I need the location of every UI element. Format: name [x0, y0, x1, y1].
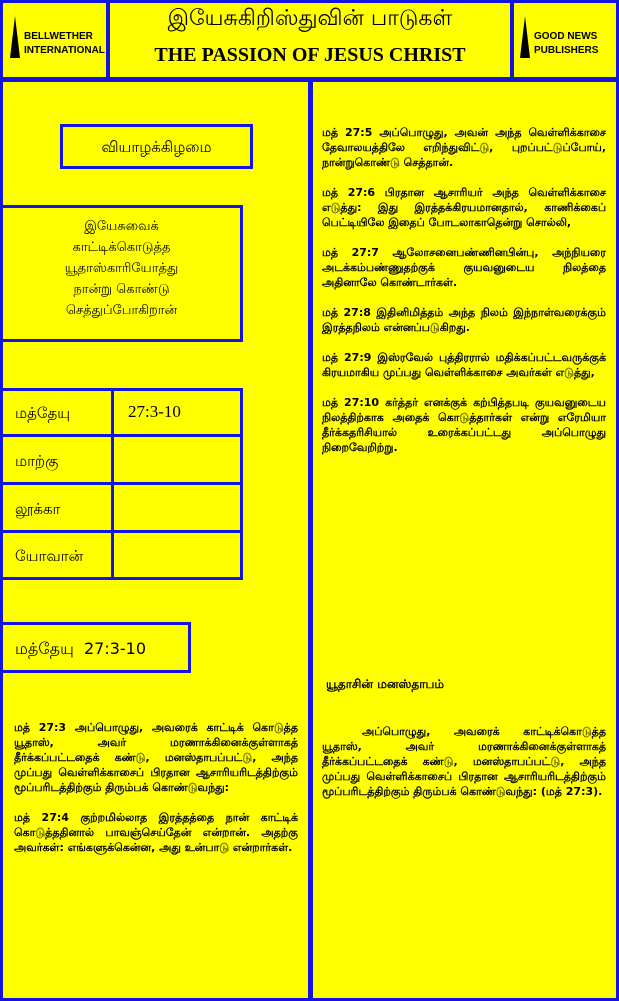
good-news-logo — [518, 14, 614, 64]
gospel-ref-cell — [111, 482, 243, 533]
gospel-book: யோவான் — [15, 547, 84, 565]
verse: மத் 27:5 அப்பொழுது, அவன் அந்த வெள்ளிக்காசை தேவாலயத்திலே எறிந்துவிட்டு, புறப்பட்டுப்போய், நான்றுகொண்டு செத்தான். — [322, 126, 606, 169]
topic-line: நான்று கொண்டு — [73, 282, 170, 297]
gospel-ref-cell — [111, 530, 243, 580]
title-english: THE PASSION OF JESUS CHRIST — [154, 44, 466, 66]
topic-line: காட்டிக்கொடுத்த — [72, 240, 171, 255]
gospel-ref-cell — [111, 434, 243, 485]
left-logo-line2: INTERNATIONAL — [24, 45, 105, 56]
verse: மத் 27:4 குற்றமில்லாத இரத்தத்தை நான் காட்டிக் கொடுத்ததினால் பாவஞ்செய்தேன் என்றான். அதற்கு அவர்கள்: எங்களுக்கென்ன, அது உன்பாடு என்றார்கள். — [14, 811, 298, 854]
title-tamil: இயேசுகிறிஸ்துவின் பாடுகள் — [167, 6, 453, 31]
verse: மத் 27:8 இதினிமித்தம் அந்த நிலம் இந்நாள்வரைக்கும் இரத்தநிலம் என்னப்படுகிறது. — [322, 306, 606, 334]
right-logo-line2: PUBLISHERS — [534, 45, 599, 56]
topic-line: யூதாஸ்காரியோத்து — [64, 261, 179, 276]
topic-text — [3, 216, 240, 321]
left-logo-line1: BELLWETHER — [24, 31, 93, 42]
topic-line: செத்துப்போகிறான் — [65, 303, 178, 318]
day-label: வியாழக்கிழமை — [101, 138, 212, 156]
reading-heading-box — [0, 622, 191, 673]
reflection-heading: யூதாசின் மனஸ்தாபம் — [326, 677, 445, 691]
gospel-book-cell — [0, 482, 114, 533]
gospel-ref-cell — [111, 388, 243, 437]
bellwether-logo — [8, 14, 104, 64]
left-verses — [14, 720, 298, 855]
header-right-divider — [510, 0, 514, 80]
gospel-book-cell — [0, 388, 114, 437]
gospel-book: மத்தேயு — [15, 404, 71, 422]
day-box — [60, 124, 253, 169]
reading-heading: மத்தேயு 27:3-10 — [15, 639, 147, 658]
gospel-book: லூக்கா — [15, 500, 61, 518]
lighthouse-icon — [10, 16, 20, 58]
topic-line: இயேசுவைக் — [84, 219, 159, 234]
verse: மத் 27:3 அப்பொழுது, அவரைக் காட்டிக் கொடுத்த யூதாஸ், அவர் மரணாக்கினைக்குள்ளாகத் தீர்க்கப்பட்டதைக் கண்டு, மனஸ்தாபப்பட்டு, அந்த முப்பது வெள்ளிக்காசைப் பிரதான ஆசாரியரிடத்திற்கும் மூப்பரிடத்திற்கும் திரும்பக் கொண்டுவந்து: — [14, 721, 298, 794]
gospel-book-cell — [0, 434, 114, 485]
gospel-book-cell — [0, 530, 114, 580]
gospel-book: மாற்கு — [15, 452, 59, 470]
gospel-ref: 27:3-10 — [128, 402, 181, 421]
right-logo-line1: GOOD NEWS — [534, 31, 598, 42]
verse: மத் 27:10 கர்த்தர் எனக்குக் கற்பித்தபடி குயவனுடைய நிலத்திற்காக அதைக் கொடுத்தார்கள் என்று எரேமியா தீர்க்கதரிசியால் உரைக்கப்பட்டது அப்பொழுது நிறைவேறிற்று. — [322, 396, 606, 454]
verse: மத் 27:9 இஸ்ரவேல் புத்திரரால் மதிக்கப்பட்டவருக்குக் கிரயமாகிய முப்பது வெள்ளிக்காசை அவர்கள் எடுத்து, — [322, 351, 606, 379]
verse: மத் 27:6 பிரதான ஆசாரியர் அந்த வெள்ளிக்காசை எடுத்து: இது இரத்தக்கிரயமானதால், காணிக்கைப் பெட்டியிலே இதைப் போடலாகாதென்று சொல்லி, — [322, 186, 606, 229]
topic-box — [0, 205, 243, 342]
lighthouse-icon — [520, 16, 530, 58]
column-divider — [308, 80, 313, 1001]
right-verses — [322, 125, 606, 455]
frame-top — [0, 0, 619, 3]
verse: மத் 27:7 ஆலோசனைபண்ணினபின்பு, அந்நியரை அடக்கம்பண்ணுதற்குக் குயவனுடைய நிலத்தை அதினாலே கொண்டார்கள். — [322, 246, 606, 289]
reflection-text: அப்பொழுது, அவரைக் காட்டிக்கொடுத்த யூதாஸ், அவர் மரணாக்கினைக்குள்ளாகத் தீர்க்கப்பட்டதைக் கண்டு, மனஸ்தாபப்பட்டு, அந்த முப்பது வெள்ளிக்காசைப் பிரதான ஆசாரியரிடத்திற்கும் மூப்பரிடத்திற்கும் திரும்பக் கொண்டுவந்து: (மத் 27:3). — [322, 725, 606, 798]
